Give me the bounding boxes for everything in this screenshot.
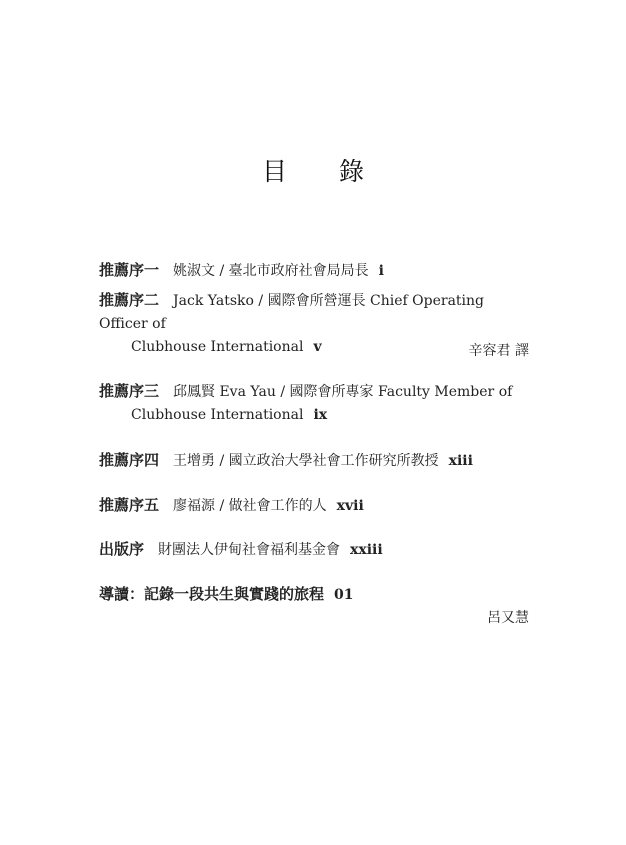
toc-page-number: xxiii [350, 542, 383, 558]
toc-text: 邱鳳賢 Eva Yau / 國際會所專家 Faculty Member of [173, 384, 513, 400]
toc-entry-1[interactable] [99, 259, 529, 283]
toc-label: 推薦序五 [99, 496, 160, 514]
toc-text: 財團法人伊甸社會福利基金會 [158, 542, 341, 558]
toc-text: Jack Yatsko / 國際會所營運長 Chief Operating Officer of [99, 293, 485, 332]
toc-label: 推薦序四 [99, 451, 160, 469]
author-credit: 呂又慧 [487, 610, 529, 626]
toc-text: Clubhouse International [131, 407, 304, 423]
translator-credit: 辛容君 譯 [468, 343, 529, 359]
toc-page-number: xiii [448, 453, 473, 469]
toc-text: Clubhouse International [131, 339, 304, 355]
toc-page-number: ix [313, 407, 328, 423]
toc-page-number: i [378, 263, 384, 279]
toc-label: 出版序 [99, 540, 145, 558]
toc-text: 王增勇 / 國立政治大學社會工作研究所教授 [173, 453, 439, 469]
toc-label: 推薦序一 [99, 261, 160, 279]
toc-page-number: xvii [336, 498, 364, 514]
toc-label: 推薦序三 [99, 382, 160, 400]
page-title: 目 錄 [262, 157, 386, 186]
toc-entry-6[interactable] [99, 538, 529, 562]
toc-entry-2[interactable] [99, 289, 529, 359]
toc-entry-3[interactable] [99, 380, 529, 427]
toc-entry-5[interactable] [99, 494, 529, 518]
toc-text: 姚淑文 / 臺北市政府社會局局長 [173, 263, 369, 279]
toc-entry-4[interactable] [99, 449, 529, 473]
toc-entry-7[interactable] [99, 583, 529, 607]
toc-page-number: 01 [334, 587, 354, 603]
toc-page-number: v [313, 339, 322, 355]
toc-label: 推薦序二 [99, 291, 160, 309]
toc-label: 導讀：記錄一段共生與實踐的旅程 [99, 585, 325, 603]
toc-text: 廖福源 / 做社會工作的人 [173, 498, 327, 514]
